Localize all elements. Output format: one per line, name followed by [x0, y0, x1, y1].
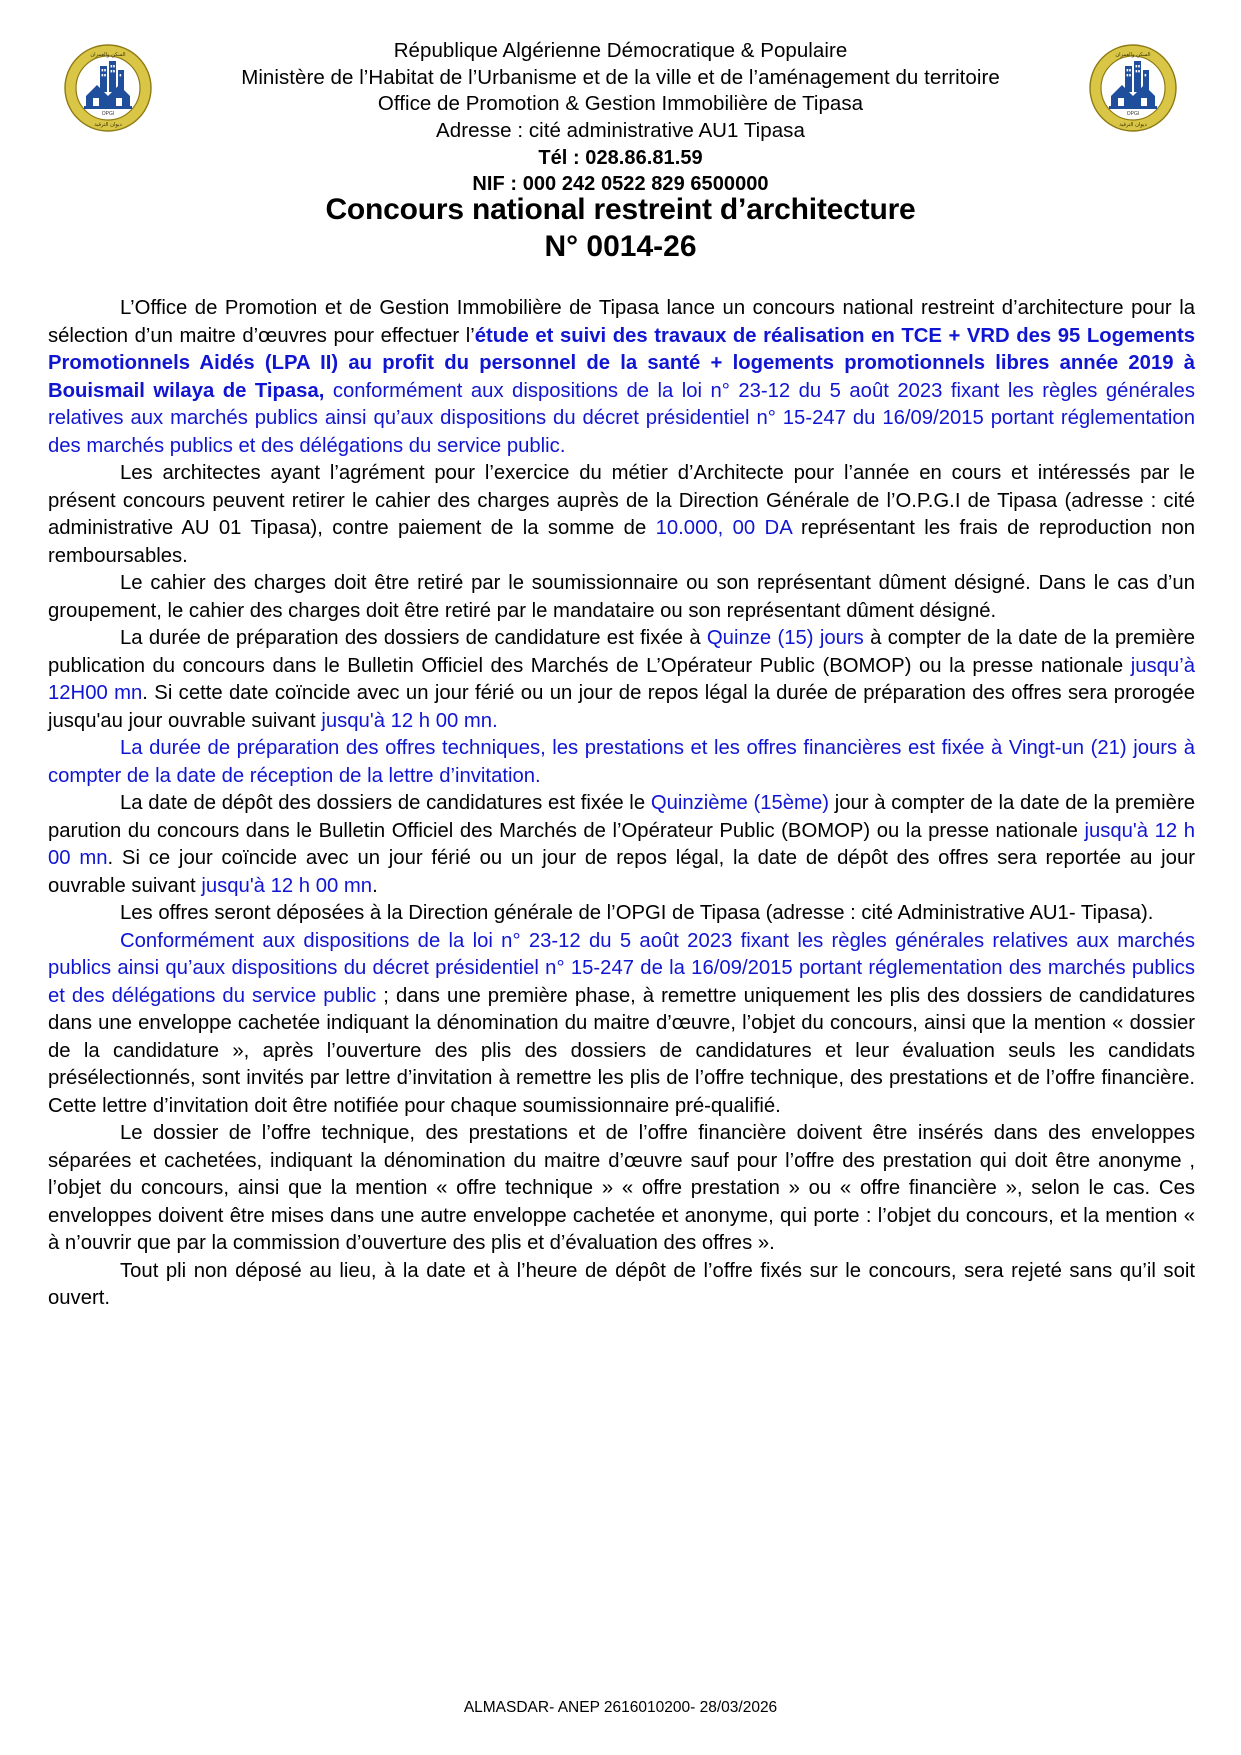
p1-legal-ref: conformément aux dispositions de la loi n° 23-12 du 5 août 2023 fixant les règles générales relatives aux marchés publics ainsi qu’aux dispositions du décret présidentiel n° 15-247 du 16/09/2015 portant réglementation des marchés publics et des délégations du service public.: [48, 379, 1195, 457]
p8-text-b: ; dans une première phase, à remettre uniquement les plis des dossiers de candidatures dans une enveloppe cachetée indiquant la dénomination du maitre d’œuvre, l’objet du concours, ainsi que la mention « dossier de la candidature », après l’ouverture des plis des dossiers de candidatures et leur évaluation seuls les candidats présélectionnés, sont invités par lettre d’invitation à remettre les plis de l’offre technique, des prestations et de l’offre financière. Cette lettre d’invitation doit être notifiée pour chaque soumissionnaire pré-qualifié.: [48, 984, 1195, 1117]
opgi-logo-right: [1089, 44, 1177, 132]
page-title-block: [0, 192, 1241, 265]
p1-intro: L’Office de Promotion et de Gestion Immobilière de Tipasa lance un concours national restreint d’architecture pour la sélection d’un maitre d’œuvres pour effectuer l’: [48, 297, 1195, 347]
opgi-logo-left: [64, 44, 152, 132]
p6-day-ordinal: Quinzième (15ème): [650, 792, 829, 815]
p6-text-g: .: [372, 874, 378, 897]
paragraph-conformement: [48, 928, 1195, 1121]
svg-text:ديوان الترقية: ديوان الترقية: [1119, 122, 1147, 128]
paragraph-cahier-charges: [48, 570, 1195, 625]
svg-text:ديوان الترقية: ديوان الترقية: [94, 122, 122, 128]
header-line-nif: NIF : 000 242 0522 829 6500000: [472, 172, 769, 195]
p2-amount: 10.000, 00 DA: [655, 517, 792, 540]
p10-text: Tout pli non déposé au lieu, à la date et à l’heure de dépôt de l’offre fixés sur le concours, sera rejeté sans qu’il soit ouvert.: [48, 1259, 1195, 1310]
p6-text-a: La date de dépôt des dossiers de candidatures est fixée le: [120, 792, 651, 815]
p4-deadline-hour-2: jusqu'à 12 h 00 mn.: [321, 709, 498, 732]
header-text-block: [0, 38, 1241, 197]
p5-text: La durée de préparation des offres techniques, les prestations et les offres financières est fixée à Vingt-un (21) jours à compter de la date de réception de la lettre d’invitation.: [48, 737, 1195, 787]
p6-deadline-hour-2: jusqu'à 12 h 00 mn: [201, 874, 373, 897]
p8-legal-ref: Conformément aux dispositions de la loi n° 23-12 du 5 août 2023 fixant les règles générales relatives aux marchés publics ainsi qu’aux dispositions du décret présidentiel n° 15-247 de la 16/09/2015 portant réglementation des marchés publics et des délégations du service public: [48, 929, 1195, 1007]
document-body: [48, 295, 1195, 1313]
p2-text-a: Les architectes ayant l’agrément pour l’exercice du métier d’Architecte pour l’année en cours et intéressés par le présent concours peuvent retirer le cahier des charges auprès de la Direction Générale de l’O.P.G.I de Tipasa (adresse : cité administrative AU 01 Tipasa), contre paiement de la somme de: [48, 462, 1195, 540]
header-line-office: Office de Promotion & Gestion Immobilière de Tipasa: [377, 92, 864, 116]
paragraph-duree-offres: [48, 735, 1195, 790]
p6-deadline-hour: jusqu'à 12 h 00 mn: [48, 819, 1195, 870]
svg-text:السكن والعمران: السكن والعمران: [90, 52, 126, 58]
p4-text-e: . Si cette date coïncide avec un jour férié ou un jour de repos légal la durée de préparation des offres sera prorogée jusqu'au jour ouvrable suivant: [48, 682, 1195, 732]
paragraph-rejet: [48, 1258, 1195, 1313]
document-header: [0, 0, 1241, 195]
header-line-ministry: Ministère de l’Habitat de l’Urbanisme et de la ville et de l’aménagement du territoire: [241, 65, 1000, 89]
p4-delay: Quinze (15) jours: [706, 627, 864, 650]
paragraph-duree-candidature: [48, 625, 1195, 735]
paragraph-date-depot: [48, 790, 1195, 900]
svg-text:OPGI: OPGI: [101, 111, 115, 117]
p6-text-c: jour à compter de la date de la première parution du concours dans le Bulletin Officiel des Marchés de l’Opérateur Public (BOMOP) ou la presse nationale: [48, 792, 1195, 842]
p1-object-bold: étude et suivi des travaux de réalisation en TCE + VRD des 95 Logements Promotionnels Aidés (LPA II) au profit du personnel de la santé + logements promotionnels libres année 2019 à Bouismail wilaya de Tipasa,: [48, 324, 1195, 402]
paragraph-agrement: [48, 460, 1195, 570]
header-line-tel: Tél : 028.86.81.59: [538, 146, 703, 169]
document-footer: ALMASDAR- ANEP 2616010200- 28/03/2026: [463, 1699, 778, 1716]
p4-deadline-hour: jusqu’à 12H00 mn: [48, 654, 1195, 705]
header-line-republic: République Algérienne Démocratique & Populaire: [393, 39, 848, 62]
p7-text: Les offres seront déposées à la Direction générale de l’OPGI de Tipasa (adresse : cité Administrative AU1- Tipasa).: [120, 902, 1154, 925]
p3-text: Le cahier des charges doit être retiré par le soumissionnaire ou son représentant dûment désigné. Dans le cas d’un groupement, le cahier des charges doit être retiré par le mandataire ou son représentant dûment désigné.: [48, 572, 1195, 622]
p9-text: Le dossier de l’offre technique, des prestations et de l’offre financière doivent être insérés dans des enveloppes séparées et cachetées, indiquant la dénomination du maitre d’œuvre sauf pour l’offre des prestation qui doit être anonyme , l’objet du concours, ainsi que la mention « offre technique » « offre prestation » ou « offre financière », selon le cas. Ces enveloppes doivent être mises dans une autre enveloppe cachetée et anonyme, qui porte : l’objet du concours, et la mention « à n’ouvrir que par la commission d’ouverture des plis et d’évaluation des offres ».: [48, 1122, 1195, 1255]
page-title: Concours national restreint d’architecture: [325, 193, 916, 226]
header-line-address: Adresse : cité administrative AU1 Tipasa: [436, 118, 805, 142]
p4-text-c: à compter de la date de la première publication du concours dans le Bulletin Officiel des Marchés de L’Opérateur Public (BOMOP) ou la presse nationale: [48, 627, 1195, 677]
p2-text-c: représentant les frais de reproduction non remboursables.: [48, 517, 1195, 567]
svg-text:OPGI: OPGI: [1126, 111, 1140, 117]
svg-text:السكن والعمران: السكن والعمران: [1115, 52, 1151, 58]
page-title-number: N° 0014-26: [544, 229, 697, 263]
paragraph-object: [48, 295, 1195, 460]
paragraph-lieu-depot: [48, 900, 1195, 928]
p6-text-e: . Si ce jour coïncide avec un jour férié ou un jour de repos légal, la date de dépôt des offres sera reportée au jour ouvrable suivant: [48, 847, 1195, 897]
p4-text-a: La durée de préparation des dossiers de candidature est fixée à: [120, 627, 707, 650]
paragraph-enveloppes: [48, 1120, 1195, 1258]
